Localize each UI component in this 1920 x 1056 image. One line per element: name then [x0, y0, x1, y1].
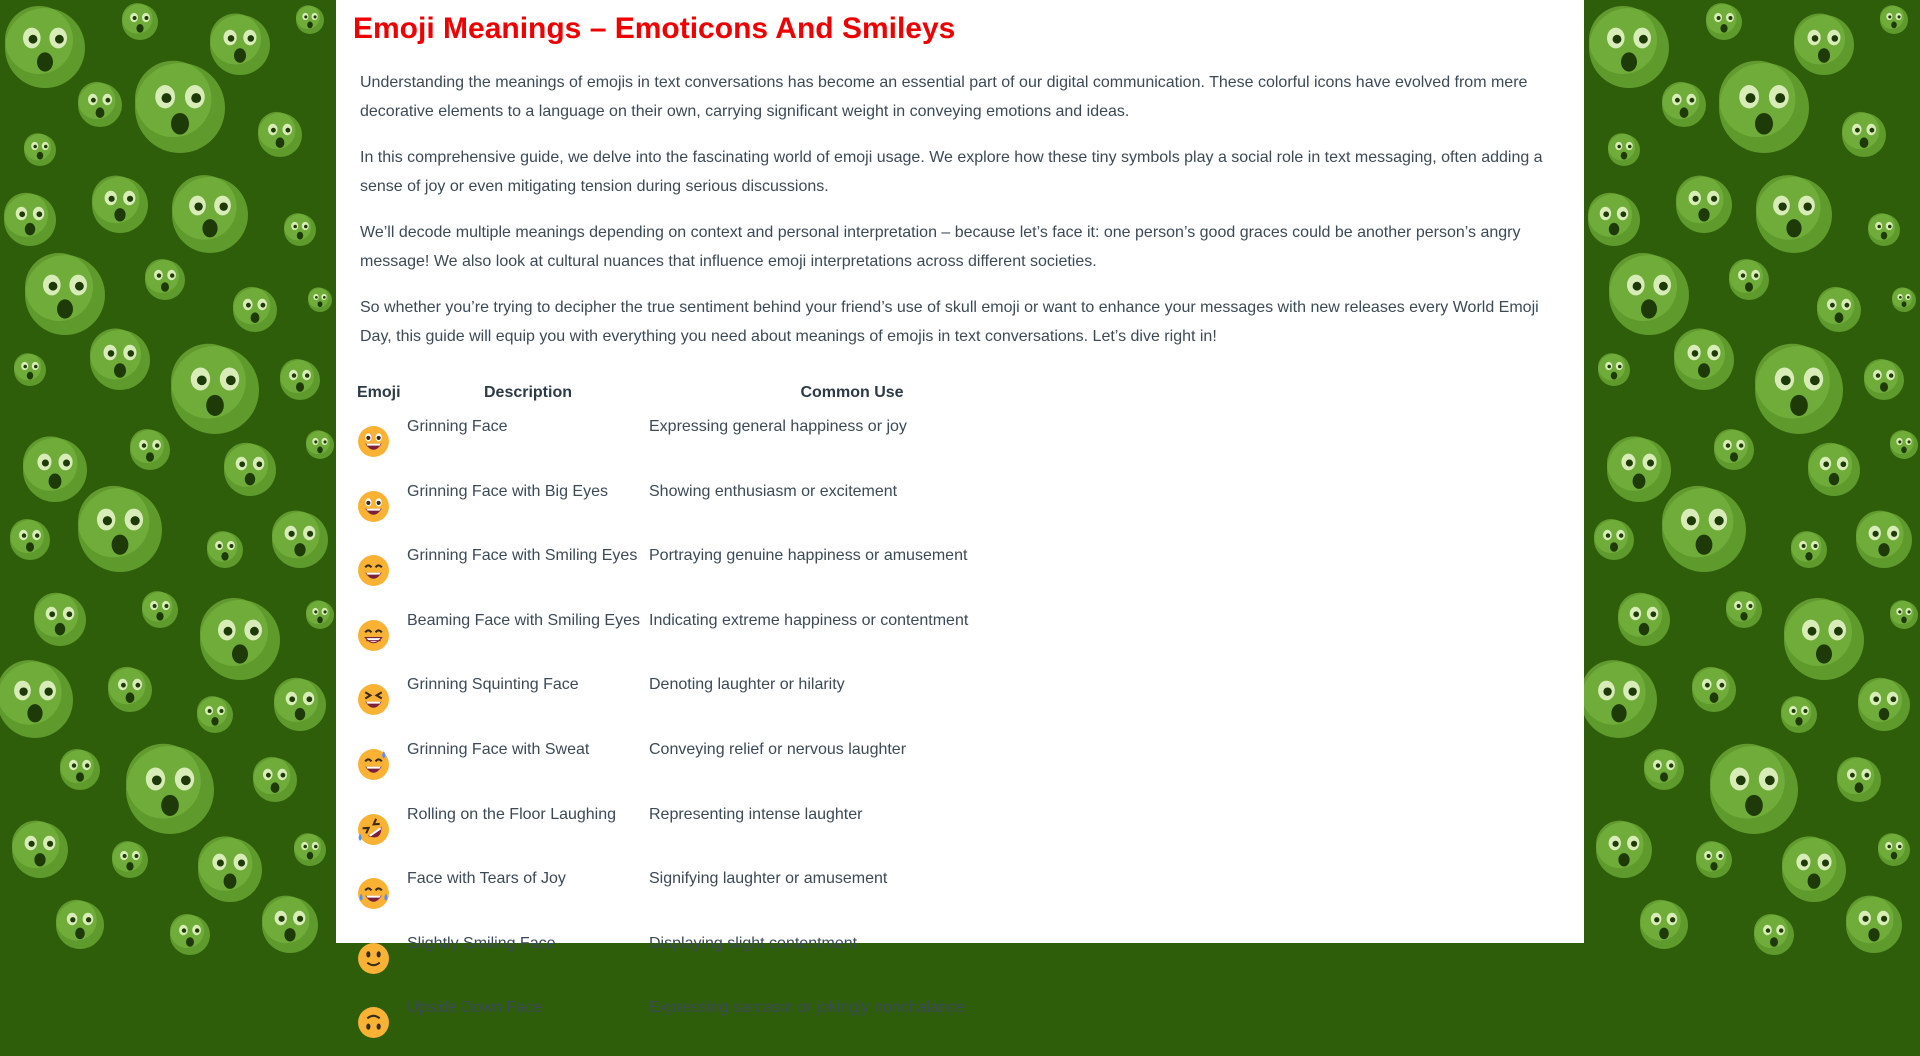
emoji-cell [351, 604, 407, 669]
emoji-cell [351, 927, 407, 992]
common-use-cell: Conveying relief or nervous laughter [649, 740, 907, 758]
common-use-cell: Displaying slight contentment [649, 934, 858, 952]
intro-paragraph: We’ll decode multiple meanings depending on context and personal interpretation – because let’s face it: one person’s good graces could be another person’s angry message! We also look at cultural nuances that influence emoji interpretations across different societies. [360, 224, 1521, 270]
description-cell: Rolling on the Floor Laughing [407, 805, 617, 823]
grinning-face-smiling-eyes-icon [357, 554, 390, 587]
description-cell: Grinning Face with Big Eyes [407, 482, 608, 500]
table-row [351, 733, 1055, 798]
grinning-face-big-eyes-icon [357, 490, 390, 523]
grinning-face-sweat-icon [357, 748, 390, 781]
description-cell: Upside Down Face [407, 999, 543, 1017]
description-cell: Grinning Face with Sweat [407, 740, 590, 758]
face-tears-of-joy-icon [357, 877, 390, 910]
intro-paragraph: In this comprehensive guide, we delve into the fascinating world of emoji usage. We explore how these tiny symbols play a social role in text messaging, often adding a sense of joy or even mitigating tension during serious discussions. [360, 149, 1543, 195]
common-use-cell: Indicating extreme happiness or contentment [649, 611, 969, 629]
table-row [351, 927, 1055, 992]
description-cell: Grinning Face with Smiling Eyes [407, 547, 638, 565]
description-cell: Slightly Smiling Face [407, 934, 556, 952]
table-row [351, 798, 1055, 863]
page-title: Emoji Meanings – Emoticons And Smileys [353, 12, 956, 45]
upside-down-face-icon [357, 1006, 390, 1039]
common-use-cell: Denoting laughter or hilarity [649, 676, 845, 694]
description-cell: Beaming Face with Smiling Eyes [407, 611, 640, 629]
grinning-squinting-face-icon [357, 683, 390, 716]
header-common-use: Common Use [800, 384, 904, 401]
main-content [336, 0, 1584, 1017]
beaming-face-smiling-eyes-icon [357, 619, 390, 652]
emoji-cell [351, 991, 407, 1056]
table-row [351, 991, 1055, 1056]
table-row [351, 668, 1055, 733]
emoji-cell [351, 733, 407, 798]
table-row [351, 862, 1055, 927]
table-row [351, 475, 1055, 540]
common-use-cell: Expressing sarcasm or jokingly nonchalance [649, 999, 965, 1017]
common-use-cell: Showing enthusiasm or excitement [649, 482, 898, 500]
common-use-cell: Expressing general happiness or joy [649, 418, 907, 435]
table-row [351, 539, 1055, 604]
header-description: Description [483, 384, 572, 401]
header-emoji: Emoji [357, 384, 401, 401]
table-body [351, 410, 1055, 1056]
grinning-face-icon [357, 425, 390, 458]
common-use-cell: Representing intense laughter [649, 805, 863, 823]
emoji-cell [351, 862, 407, 927]
table-header-row [351, 376, 1055, 410]
intro-section [360, 68, 1570, 368]
description-cell: Face with Tears of Joy [407, 870, 566, 888]
slightly-smiling-face-icon [357, 942, 390, 975]
intro-paragraph: So whether you’re trying to decipher the true sentiment behind your friend’s use of skull emoji or want to enhance your messages with new releases every World Emoji Day, this guide will equip you with everything you need about meanings of emojis in text conversations. Let’s dive right in! [360, 299, 1539, 345]
description-cell: Grinning Face [407, 418, 508, 435]
common-use-cell: Portraying genuine happiness or amusement [649, 547, 968, 565]
description-cell: Grinning Squinting Face [407, 676, 579, 694]
emoji-cell [351, 410, 407, 475]
common-use-cell: Signifying laughter or amusement [649, 870, 888, 888]
table-row [351, 410, 1055, 475]
emoji-cell [351, 475, 407, 540]
rolling-floor-laughing-icon [357, 813, 390, 846]
emoji-cell [351, 668, 407, 733]
emoji-table [351, 376, 1055, 1056]
background-pattern-right [1584, 0, 1920, 943]
table-row [351, 604, 1055, 669]
background-pattern-left [0, 0, 336, 943]
emoji-cell [351, 798, 407, 863]
emoji-cell [351, 539, 407, 604]
intro-paragraph: Understanding the meanings of emojis in text conversations has become an essential part of our digital communication. These colorful icons have evolved from mere decorative elements to a language on their own, carrying significant weight in conveying emotions and ideas. [360, 74, 1528, 120]
